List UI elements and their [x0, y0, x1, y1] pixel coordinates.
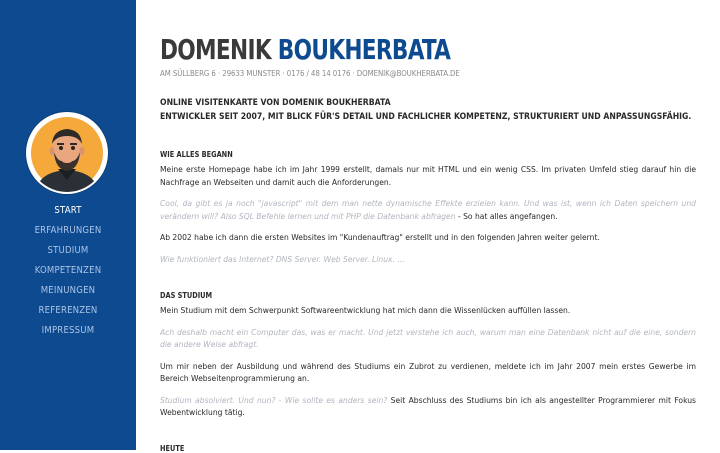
sidebar [0, 0, 136, 450]
paragraph [160, 198, 696, 223]
main-navigation [0, 204, 136, 344]
nav-item-meinungen[interactable]: MEINUNGEN [40, 285, 96, 296]
paragraph [160, 327, 696, 352]
title-first-name: DOMENIK [160, 33, 271, 66]
tagline-line-1: ONLINE VISITENKARTE VON DOMENIK BOUKHERBATA [160, 98, 391, 108]
quote-text: Cool, da gibt es ja noch "javascript" mit dem man nette dynamische Effekte erzielen kann. Und was ist, wenn ich Daten speichern und verändern will? Also SQL Befehle lernen und mit PHP die Datenbank abfragen [160, 199, 696, 221]
paragraph: Meine erste Homepage habe ich im Jahr 1999 erstellt, damals nur mit HTML und ein wenig CSS. Im privaten Umfeld stieg darauf hin die Nachfrage an Webseiten und damit auch die Anforderungen. [160, 165, 696, 187]
main-content [160, 32, 696, 453]
nav-item-kompetenzen[interactable]: KOMPETENZEN [34, 265, 102, 276]
page-title [160, 32, 621, 68]
nav-item-start[interactable]: START [54, 205, 82, 216]
tagline [160, 96, 692, 124]
nav-item-erfahrungen[interactable]: ERFAHRUNGEN [34, 225, 102, 236]
paragraph-text: - So hat alles angefangen. [455, 211, 558, 221]
section-today [160, 444, 696, 453]
nav-item-referenzen[interactable]: REFERENZEN [38, 305, 98, 316]
quote-text: Wie funktioniert das Internet? DNS Server. Web Server. Linux. ... [160, 254, 405, 264]
section-study [160, 291, 696, 420]
nav-item-studium[interactable]: STUDIUM [47, 245, 89, 256]
avatar-illustration-icon [28, 114, 106, 192]
section-heading: WIE ALLES BEGANN [160, 150, 233, 159]
title-last-name: BOUKHERBATA [277, 33, 451, 66]
avatar [28, 114, 106, 192]
paragraph [160, 254, 696, 267]
section-heading: DAS STUDIUM [160, 291, 213, 300]
contact-line: AM SÜLLBERG 6 · 29633 MUNSTER · 0176 / 48 14 0176 · DOMENIK@BOUKHERBATA.DE [160, 69, 460, 78]
paragraph-text: Seit Abschluss des Studiums bin ich als angestellter Programmierer mit Fokus Webentwicklung tätig. [160, 395, 696, 417]
section-begin [160, 150, 696, 266]
paragraph: Um mir neben der Ausbildung und während des Studiums ein Zubrot zu verdienen, meldete ich im Jahr 2007 mein erstes Gewerbe im Bereich Webseitenprogrammierung an. [160, 361, 696, 383]
paragraph: Ab 2002 habe ich dann die ersten Websites im "Kundenauftrag" erstellt und in den folgenden Jahren weiter gelernt. [160, 233, 600, 242]
nav-item-impressum[interactable]: IMPRESSUM [41, 325, 95, 336]
paragraph [160, 395, 696, 420]
quote-text: Studium absolviert. Und nun? - Wie sollte es anders sein? [160, 395, 388, 405]
section-heading: HEUTE [160, 443, 185, 453]
quote-text: Ach deshalb macht ein Computer das, was er macht. Und jetzt verstehe ich auch, warum man eine Datenbank nicht auf die eine, sondern die andere Weise abfragt. [160, 327, 696, 349]
tagline-line-2: ENTWICKLER SEIT 2007, MIT BLICK FÜR'S DETAIL UND FACHLICHER KOMPETENZ, STRUKTURIERT UND ANPASSUNGSFÄHIG. [160, 112, 692, 122]
paragraph: Mein Studium mit dem Schwerpunkt Softwareentwicklung hat mich dann die Wissenlücken auffüllen lassen. [160, 306, 571, 315]
